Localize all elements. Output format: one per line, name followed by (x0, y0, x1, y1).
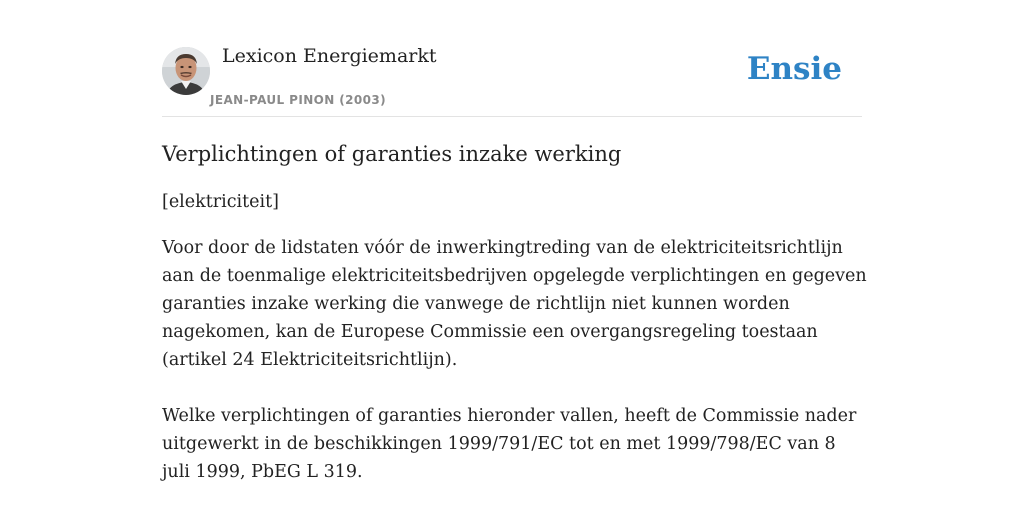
author-avatar[interactable] (162, 47, 210, 95)
definition-paragraph: Voor door de lidstaten vóór de inwerkingtreding van de elektriciteitsrichtlijn aan de toenmalige elektriciteitsbedrijven opgelegde verplichtingen en gegeven garanties inzake werking die vanwege de richtlijn niet kunnen worden nagekomen, kan de Europese Commissie een overgangsregeling toestaan (artikel 24 Elektriciteitsrichtlijn). (162, 238, 867, 370)
article (162, 138, 868, 486)
header (162, 40, 862, 117)
author-name[interactable]: JEAN-PAUL PINON (2003) (210, 93, 387, 107)
term-title: Verplichtingen of garanties inzake werking (162, 142, 622, 166)
author-photo-icon (162, 47, 210, 95)
brand-logo[interactable]: Ensie (746, 51, 842, 87)
term-category: [elektriciteit] (162, 192, 279, 212)
definition-paragraph: Welke verplichtingen of garanties hieronder vallen, heeft de Commissie nader uitgewerkt in de beschikkingen 1999/791/EC tot en met 1999/798/EC van 8 juli 1999, PbEG L 319. (162, 406, 857, 482)
lexicon-title[interactable]: Lexicon Energiemarkt (222, 45, 437, 67)
